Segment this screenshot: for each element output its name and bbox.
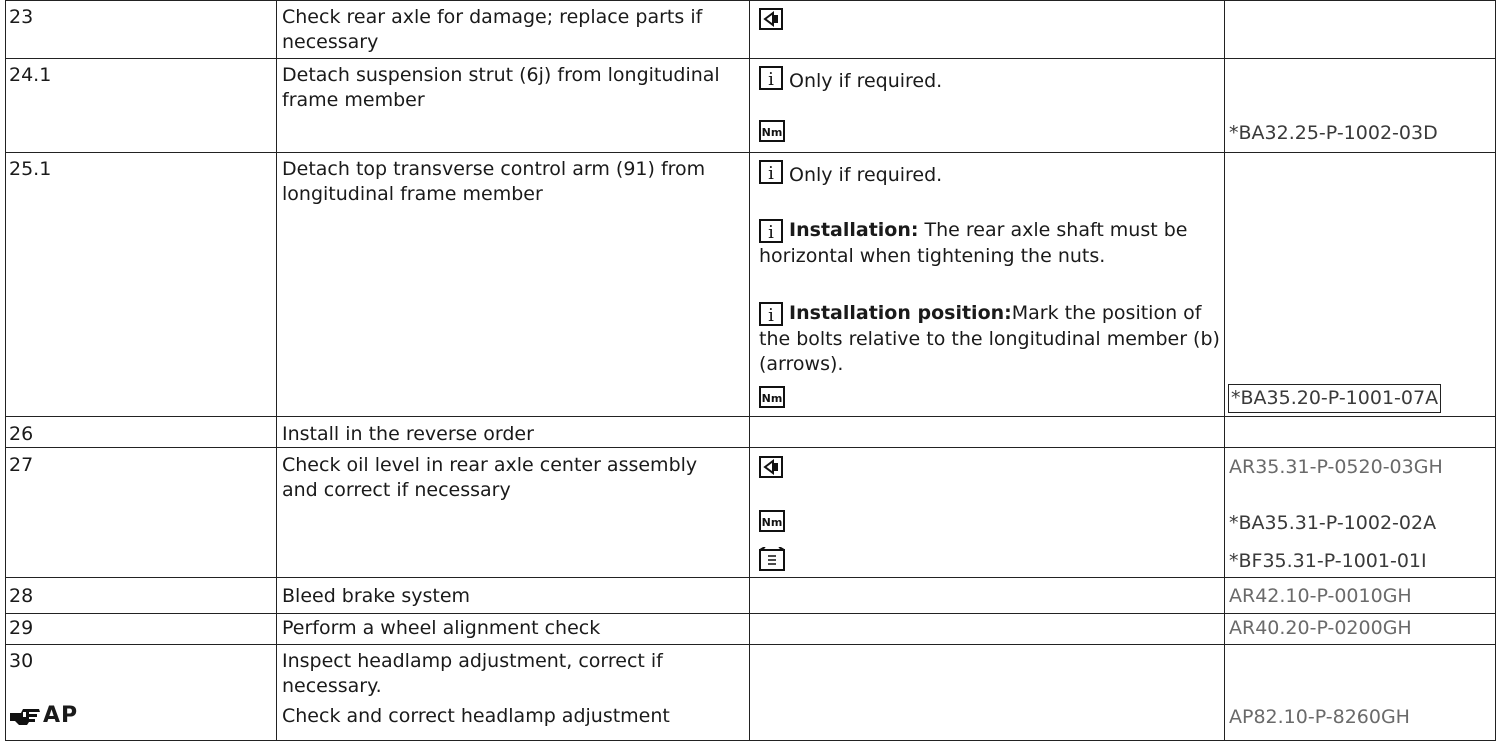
svg-text:Nm: Nm [761, 392, 783, 405]
note-text: Mark the position of the bolts relative to the longitudinal member (b) (arrows). [759, 302, 1220, 375]
info-icon[interactable] [759, 219, 783, 243]
step-number: 24.1 [9, 64, 52, 86]
pointing-hand-icon [9, 705, 43, 727]
installation-position-note [759, 301, 1229, 378]
reference-link[interactable]: AR35.31-P-0520-03GH [1229, 456, 1443, 478]
step-text: Inspect headlamp adjustment, correct if necessary. [282, 650, 663, 697]
torque-nm-icon[interactable] [759, 510, 785, 532]
torque-nm-icon[interactable] [759, 120, 785, 142]
note-text: The rear axle shaft must be horizontal when tightening the nuts. [759, 219, 1188, 267]
row-divider [5, 644, 1496, 645]
fluid-capacity-icon[interactable] [759, 547, 785, 571]
step-text: Check rear axle for damage; replace parts if necessary [282, 6, 703, 53]
row-divider [5, 577, 1496, 578]
installation-note [759, 218, 1229, 269]
step-number: 23 [9, 6, 34, 28]
row-divider [5, 613, 1496, 614]
info-icon[interactable] [759, 302, 783, 326]
reference-link[interactable]: *BA35.20-P-1001-07A [1231, 387, 1439, 409]
step-number: 30 [9, 650, 34, 672]
ap-marker[interactable] [9, 703, 78, 728]
reference-link[interactable]: AP82.10-P-8260GH [1229, 706, 1410, 728]
step-text: Detach top transverse control arm (91) from longitudinal frame member [282, 158, 706, 205]
row-divider [5, 740, 1496, 741]
step-text: Install in the reverse order [282, 423, 534, 445]
reference-link[interactable]: *BA32.25-P-1002-03D [1229, 122, 1438, 144]
step-number: 28 [9, 585, 34, 607]
procedure-table [5, 0, 1496, 741]
reference-link[interactable]: *BF35.31-P-1001-01I [1229, 550, 1427, 572]
audio-note-icon[interactable] [759, 8, 783, 30]
step-text: Check oil level in rear axle center assembly and correct if necessary [282, 454, 698, 501]
info-icon[interactable] [759, 66, 783, 90]
row-divider [5, 152, 1496, 153]
column-divider [276, 0, 277, 741]
step-text: Perform a wheel alignment check [282, 617, 601, 639]
reference-link[interactable]: *BA35.31-P-1002-02A [1229, 512, 1437, 534]
step-number: 26 [9, 423, 34, 445]
note-label: Installation position: [789, 302, 1012, 324]
row-divider [5, 58, 1496, 59]
audio-note-icon[interactable] [759, 456, 783, 478]
svg-text:Nm: Nm [761, 516, 783, 529]
table-border-left [5, 0, 6, 741]
step-number: 27 [9, 454, 34, 476]
svg-text:Nm: Nm [761, 126, 783, 139]
note-label: Installation: [789, 219, 919, 241]
svg-text:i: i [768, 221, 774, 243]
svg-text:i: i [768, 163, 774, 184]
column-divider [749, 0, 750, 741]
row-divider [5, 416, 1496, 417]
step-number: 29 [9, 617, 34, 639]
reference-link[interactable]: AR42.10-P-0010GH [1229, 585, 1412, 607]
ap-label: AP [43, 703, 79, 728]
step-text: Detach suspension strut (6j) from longitudinal frame member [282, 64, 720, 111]
table-border-right [1495, 0, 1496, 741]
info-icon[interactable] [759, 160, 783, 184]
step-number: 25.1 [9, 158, 52, 180]
row-divider [5, 447, 1496, 448]
svg-text:i: i [768, 304, 774, 326]
note-text: Only if required. [789, 70, 943, 92]
reference-link[interactable]: AR40.20-P-0200GH [1229, 617, 1412, 639]
row-divider [5, 0, 1496, 1]
torque-nm-icon[interactable] [759, 386, 785, 408]
step-text: Bleed brake system [282, 585, 471, 607]
step-text: Check and correct headlamp adjustment [282, 705, 670, 727]
svg-text:i: i [768, 69, 774, 90]
note-text: Only if required. [789, 164, 943, 186]
